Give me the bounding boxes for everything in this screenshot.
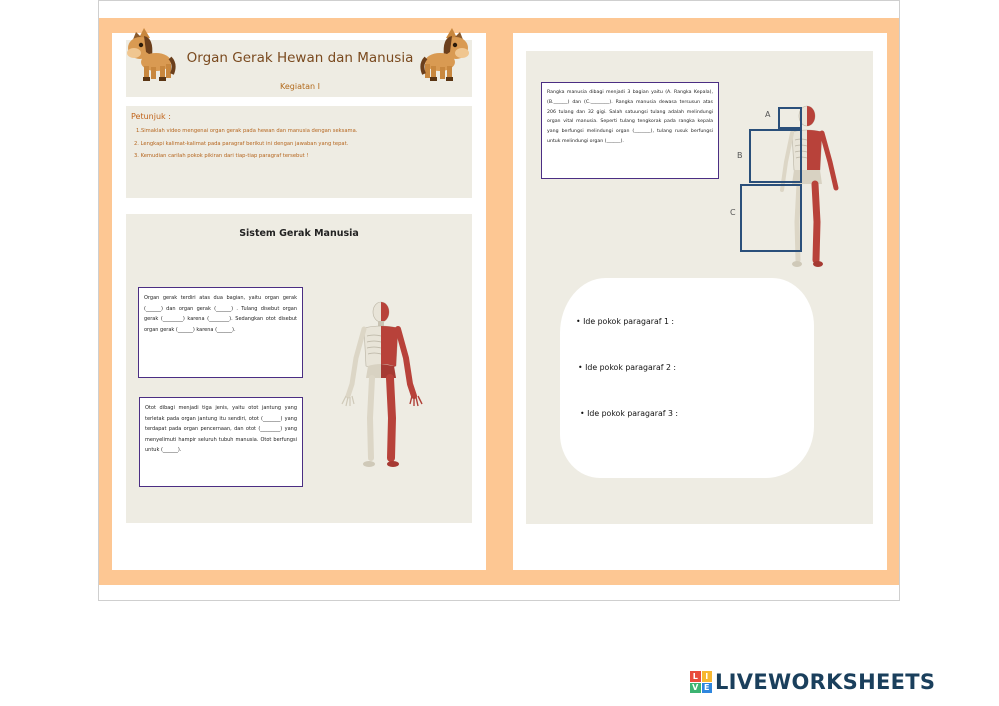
logo-grid-cell: E bbox=[702, 683, 713, 694]
logo-text: LIVEWORKSHEETS bbox=[715, 670, 936, 694]
answer-item-label: Ide pokok paragaraf 1 : bbox=[583, 317, 675, 326]
skeleton-label-b: B bbox=[737, 151, 743, 160]
instructions-panel bbox=[126, 106, 472, 198]
skeleton-label-a: A bbox=[765, 110, 771, 119]
page-title: Organ Gerak Hewan dan Manusia bbox=[186, 50, 414, 66]
paragraph-1-box bbox=[138, 287, 303, 378]
instruction-item: 3. Kemudian carilah pokok pikiran dari tiap-tiap paragraf tersebut ! bbox=[134, 153, 309, 159]
paragraph-3-text: Rangka manusia dibagi menjadi 3 bagian yaitu (A. Rangka Kepala), (B.______) dan (C.________). Rangka manusia dewasa tersusun atas 206 tulang dan 32 gigi. Salah satuungsi tulang adalah melindungi organ vital manusia. Seperti tulang tengkorak pada rangka kepala yang berfungsi melindungi organ (_______), tulang rusuk berfungsi untuk melindungi organ (______). bbox=[547, 90, 713, 144]
logo-grid-icon bbox=[690, 671, 712, 693]
paragraph-2-text: Otot dibagi menjadi tiga jenis, yaitu otot jantung yang terletak pada organ jantung itu sendiri, otot (_______) yang terdapat pada organ pencernaan, dan otot (________) yang menyelimuti hampir seluruh tubuh manusia. Otot berfungsi untuk (______). bbox=[145, 405, 297, 454]
answer-item-1[interactable]: • Ide pokok paragaraf 1 : bbox=[576, 317, 675, 326]
instructions-heading: Petunjuk : bbox=[131, 112, 171, 121]
answer-area bbox=[560, 278, 814, 478]
paragraph-2-box bbox=[139, 397, 303, 487]
section-title: Sistem Gerak Manusia bbox=[239, 228, 359, 239]
answer-item-2[interactable]: • Ide pokok paragaraf 2 : bbox=[578, 363, 677, 372]
answer-item-3[interactable]: • Ide pokok paragaraf 3 : bbox=[580, 409, 679, 418]
logo-grid-cell: I bbox=[702, 671, 713, 682]
paragraph-1-text: Organ gerak terdiri atas dua bagian, yaitu organ gerak (______) dan organ gerak (______) . Tulang disebut organ gerak (________) karena (________). Sedangkan otot disebut organ gerak (______) karena (______). bbox=[144, 295, 297, 333]
logo-grid-cell: L bbox=[690, 671, 701, 682]
instruction-item: 2. Lengkapi kalimat-kalimat pada paragraf berikut ini dengan jawaban yang tepat. bbox=[134, 141, 349, 147]
liveworksheets-logo bbox=[690, 669, 935, 695]
skeleton-label-c: C bbox=[730, 208, 736, 217]
logo-grid-cell: V bbox=[690, 683, 701, 694]
paragraph-3-box bbox=[541, 82, 719, 179]
instruction-item: 1.Simaklah video mengenai organ gerak pada hewan dan manusia dengan seksama. bbox=[136, 128, 358, 134]
page-subtitle: Kegiatan I bbox=[280, 82, 320, 91]
answer-item-label: Ide pokok paragaraf 3 : bbox=[587, 409, 679, 418]
skeleton-section-brackets bbox=[738, 106, 804, 254]
human-anatomy-figure bbox=[338, 300, 424, 472]
answer-item-label: Ide pokok paragaraf 2 : bbox=[585, 363, 677, 372]
